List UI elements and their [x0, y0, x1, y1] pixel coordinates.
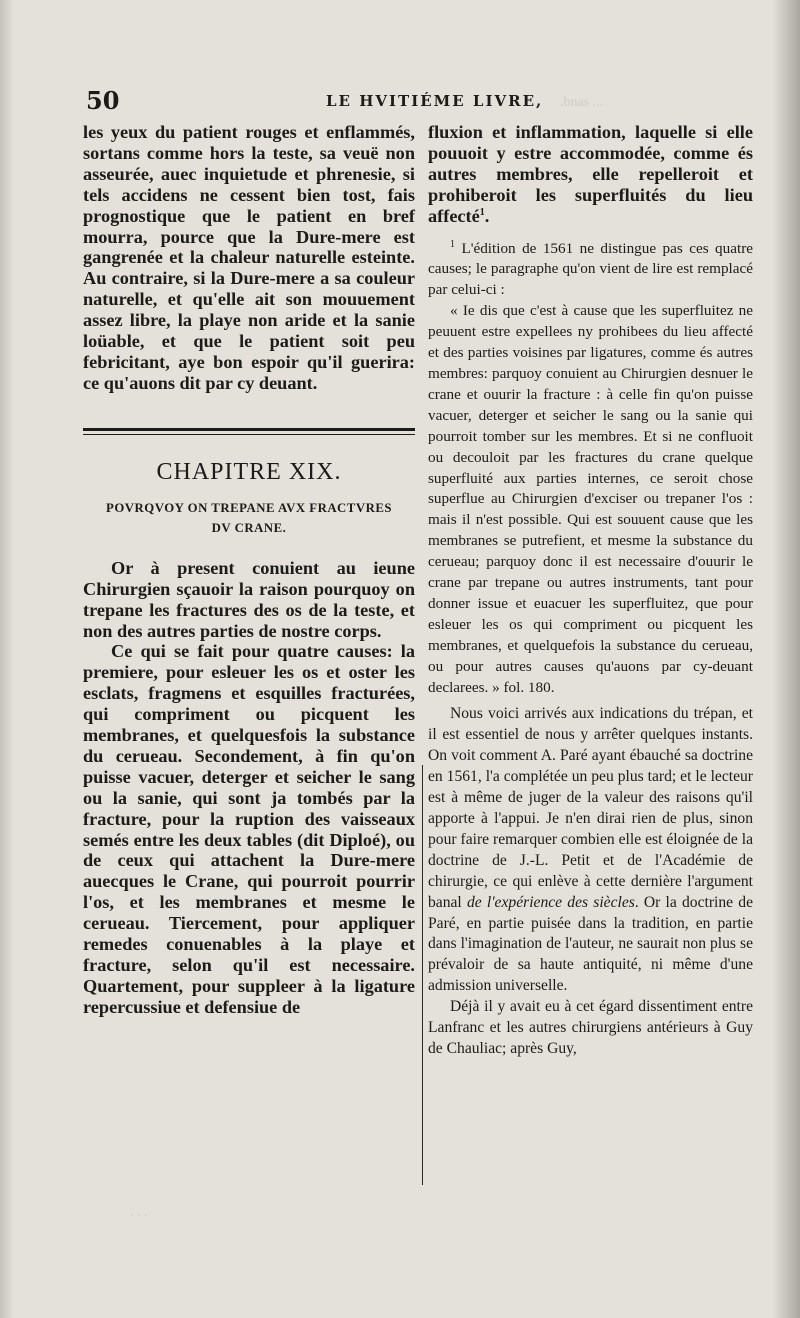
- footnote-1-text: L'édition de 1561 ne distingue pas ces quatre causes; le paragraphe qu'on vient de lire est remplacé par celui-ci :: [428, 239, 753, 299]
- left-paragraph-3: Ce qui se fait pour quatre causes: la premiere, pour esleuer les os et oster les esclats, fragmens et esquilles fracturées, qui compriment ou picquent les membranes, et quelquesfois la substance du cerueau. Secondement, à fin qu'on puisse vacuer, deterger et seicher le sang ou la sanie, qui sont ja tombés par la fracture, pour la ruption des vaisseaux semés entre les deux tables (dit Diploé), ou de ceux qui attachent la Dure-mere auecques le Crane, qui pourroit pourrir l'os, et les membranes et mesme le cerueau. Tiercement, pour appliquer remedes conuenables à la playe et fracture, selon qu'il est necessaire. Quartement, pour suppleer à la ligature repercussiue et defensiue de: [83, 641, 415, 1017]
- commentary-1-text-b: . Or la doctrine de Paré, en partie puisée dans la tradition, en partie dans l'imagination de l'auteur, ne saurait non plus se prévaloir de sa haute antiquité, ni même d'une admission universelle.: [428, 893, 754, 995]
- footnote-1-quote: « Ie dis que c'est à cause que les superfluitez ne peuuent estre expellees ny prohibees du lieu affecté et des parties voisines par ligatures, comme és autres membres: parquoy conuient au Chirurgien desnuer le crane et ouurir la fracture : à celle fin qu'on puisse vacuer, deterger et seicher le sang ou la sanie qui pourroit tomber sur les membres. Et si ne confluoit ou decouloit par les fractures du crane quelque superfluité aux parties internes, ce seroit chose superflue au Chirurgien d'exciser ou trepaner l'os : mais il n'est possible. Qui est souuent cause que les membranes se putrefient, et mesme la substance du cerueau; parquoy donc il est necessaire d'ouurir le crane par trepane ou autres instruments, tant pour donner issue et euacuer les superfluitez, que pour esleuer les os qui compriment ou picquent les membranes, et quelquefois la substance du cerueau, ou pour autres causes qu'auons par cy-deuant declarees. » fol. 180.: [428, 302, 753, 696]
- chapter-title: CHAPITRE XIX.: [156, 458, 342, 485]
- footnote-1: [428, 239, 753, 302]
- page-edge-shadow: [772, 0, 800, 1318]
- chapter-rule: [83, 428, 415, 435]
- column-divider: [422, 765, 423, 1185]
- show-through-text: . . .: [130, 1205, 148, 1220]
- chapter-subtitle-line-2: DV CRANE.: [211, 520, 287, 535]
- commentary-paragraph-1: [428, 704, 753, 997]
- left-paragraph-2: Or à present conuient au ieune Chirurgien sçauoir la raison pourquoy on trepane les fractures des os de la teste, et non des autres parties de nostre corps.: [83, 557, 415, 641]
- chapter-subtitle-line-1: POVRQVOY ON TREPANE AVX FRACTVRES: [106, 500, 392, 515]
- chapter-subtitle: [83, 498, 415, 538]
- footnote-marker: 1: [450, 238, 455, 250]
- right-column: [428, 122, 753, 1060]
- left-paragraph-1: les yeux du patient rouges et enflammés, sortans comme hors la teste, sa veuë non asseurée, auec inquietude et phrenesie, si tels accidens ne cessent bien tost, fais prognostique que le patient en bref mourra, pource que la Dure-mere est gangrenée et la chaleur naturelle esteinte. Au contraire, si la Dure-mere a sa couleur naturelle, et qu'elle ait son mouuement assez libre, la playe non aride et la sanie loüable, et que le patient soit peu febricitant, aye bon espoir qu'il guerira: ce qu'auons dit par cy deuant.: [83, 122, 415, 393]
- left-column: [83, 122, 415, 1018]
- footnote-reference: 1: [479, 206, 485, 218]
- page-number: 50: [86, 86, 120, 115]
- commentary-1-text-a: Nous voici arrivés aux indications du trépan, et il est essentiel de nous y arrêter quelques instants. On voit comment A. Paré ayant ébauché sa doctrine en 1561, l'a complétée un peu plus tard; et le lecteur est à même de juger de la valeur des raisons qu'il apporte à l'appui. Je n'en dirai rien de plus, sinon pour faire remarquer combien elle est éloignée de la doctrine de J.-L. Petit et de l'Académie de chirurgie, ce qui enlève à cette dernière l'argument banal: [428, 705, 753, 911]
- right-paragraph-1-text: fluxion et inflammation, laquelle si elle pouuoit y estre accommodée, comme és autres membres, elle repelleroit et prohiberoit les superfluités du lieu affecté: [428, 122, 753, 226]
- commentary-1-italic: de l'expérience des siècles: [466, 893, 635, 911]
- running-head: LE HVITIÉME LIVRE,: [326, 92, 544, 110]
- page-header: [86, 86, 756, 116]
- right-paragraph-1: fluxion et inflammation, laquelle si elle pouuoit y estre accommodée, comme és autres membres, elle repelleroit et prohiberoit les superfluités du lieu affecté$^1$.: [428, 122, 753, 226]
- commentary-paragraph-2: Déjà il y avait eu à cet égard dissentiment entre Lanfranc et les autres chirurgiens antérieurs à Guy de Chauliac; après Guy,: [428, 998, 753, 1057]
- show-through-text: .bnas ...: [560, 95, 604, 110]
- rule-thick: [83, 428, 415, 431]
- rule-thin: [83, 434, 415, 435]
- spacer: [428, 227, 753, 239]
- page-gutter-shadow: [0, 0, 14, 1318]
